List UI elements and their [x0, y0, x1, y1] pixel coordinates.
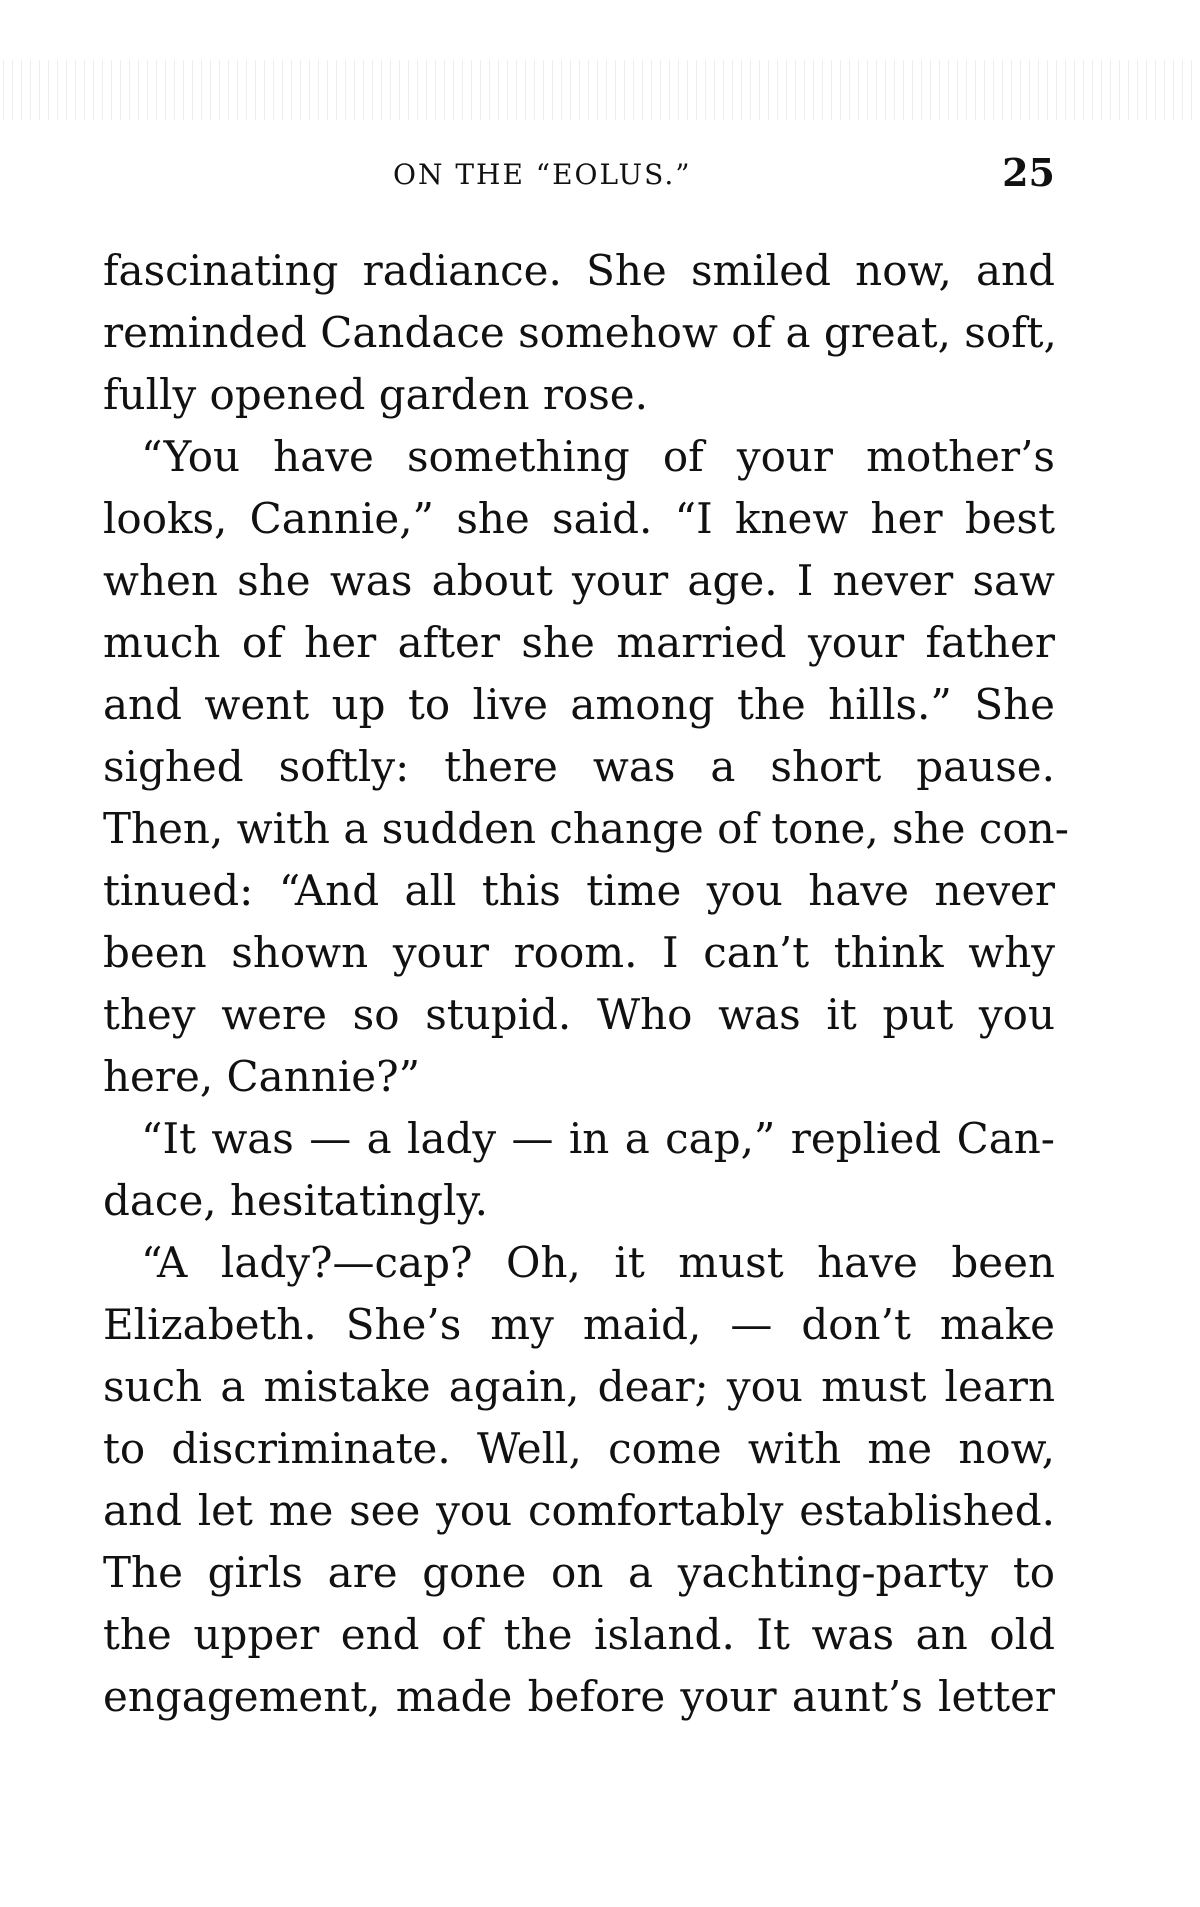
text-line: here, Cannie?”: [103, 1052, 421, 1101]
text-line: looks, Cannie,” she said. “I knew her best: [103, 494, 1055, 543]
text-line: to discriminate. Well, come with me now,: [103, 1424, 1055, 1473]
text-line: sighed softly: there was a short pause.: [103, 742, 1055, 791]
text-line: reminded Candace somehow of a great, soft,: [103, 308, 1057, 357]
page-number: 25: [1002, 150, 1055, 195]
text-line: tinued: “And all this time you have never: [103, 866, 1055, 915]
text-line: when she was about your age. I never saw: [103, 556, 1055, 605]
text-line: dace, hesitatingly.: [103, 1176, 488, 1225]
text-line: Then, with a sudden change of tone, she con-: [103, 804, 1069, 853]
text-line: “You have something of your mother’s: [141, 432, 1055, 481]
text-line: the upper end of the island. It was an old: [103, 1610, 1055, 1659]
page-body: [103, 240, 1069, 1728]
scan-noise: [0, 60, 1200, 120]
text-line: The girls are gone on a yachting-party to: [103, 1548, 1055, 1597]
text-line: been shown your room. I can’t think why: [103, 928, 1055, 977]
text-line: engagement, made before your aunt’s letter: [103, 1672, 1055, 1721]
running-title: ON THE “EOLUS.”: [393, 158, 692, 191]
page-header: [103, 150, 1055, 200]
text-line: fascinating radiance. She smiled now, and: [103, 246, 1055, 295]
text-line: and went up to live among the hills.” She: [103, 680, 1055, 729]
text-line: they were so stupid. Who was it put you: [103, 990, 1055, 1039]
text-line: much of her after she married your father: [103, 618, 1055, 667]
text-line: such a mistake again, dear; you must learn: [103, 1362, 1055, 1411]
text-line: fully opened garden rose.: [103, 370, 648, 419]
text-line: and let me see you comfortably established.: [103, 1486, 1055, 1535]
text-line: “It was — a lady — in a cap,” replied Can-: [141, 1114, 1055, 1163]
text-line: “A lady?—cap? Oh, it must have been: [141, 1238, 1055, 1287]
text-line: Elizabeth. She’s my maid, — don’t make: [103, 1300, 1055, 1349]
